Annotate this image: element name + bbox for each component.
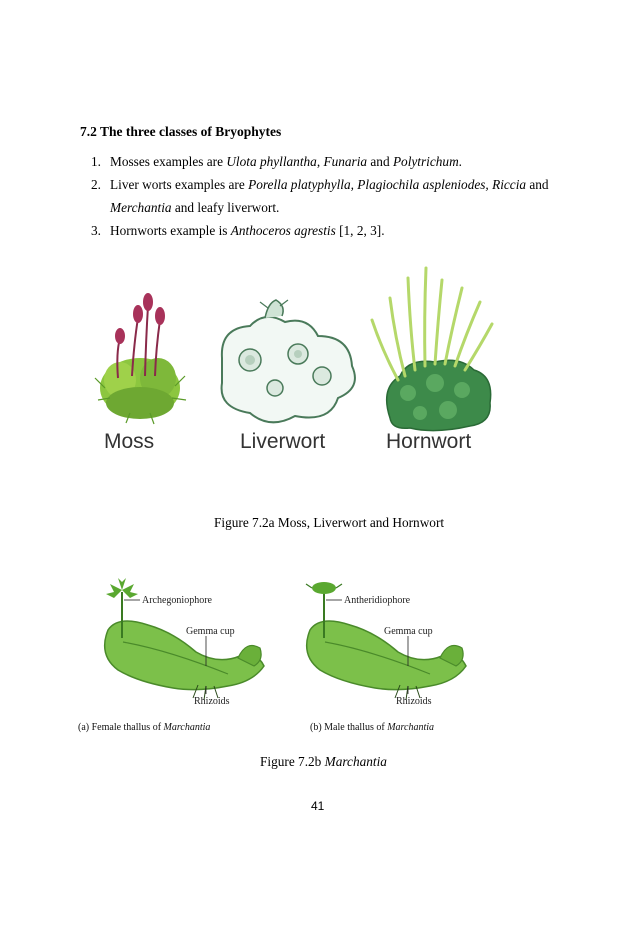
moss-label: Moss — [104, 430, 155, 453]
female-rhizoids-label: Rhizoids — [194, 696, 230, 707]
figure-marchantia — [78, 570, 498, 740]
liverwort-label: Liverwort — [240, 430, 326, 453]
moss-illustration — [95, 293, 186, 424]
list-item-mosses: 1. Mosses examples are Ulota phyllantha, Funaria and Polytrichum. — [91, 154, 462, 169]
figure-b-caption: Figure 7.2b Marchantia — [260, 754, 387, 769]
list-item-liverworts: 2. Liver worts examples are Porella platyphylla, Plagiochila aspleniodes, Riccia and Merchantia and leafy liverwort. — [91, 177, 549, 215]
figure-moss-liverwort-hornwort — [90, 258, 510, 463]
figure-a-caption: Figure 7.2a Moss, Liverwort and Hornwort — [214, 515, 445, 530]
male-subcaption: (b) Male thallus of Marchantia — [310, 722, 435, 733]
archegoniophore-label: Archegoniophore — [142, 595, 212, 606]
female-subcaption: (a) Female thallus of Marchantia — [78, 722, 211, 733]
hornwort-label: Hornwort — [386, 430, 472, 453]
male-gemma-cup-label: Gemma cup — [384, 626, 433, 637]
hornwort-illustration — [372, 268, 492, 431]
list-item-hornworts: 3. Hornworts example is Anthoceros agrestis [1, 2, 3]. — [91, 223, 385, 238]
page-number: 41 — [311, 799, 325, 813]
section-heading: 7.2 The three classes of Bryophytes — [80, 124, 282, 139]
female-gemma-cup-label: Gemma cup — [186, 626, 235, 637]
antheridiophore-label: Antheridiophore — [344, 595, 411, 606]
liverwort-illustration — [222, 300, 355, 422]
male-rhizoids-label: Rhizoids — [396, 696, 432, 707]
bryophyte-class-list — [91, 150, 561, 242]
